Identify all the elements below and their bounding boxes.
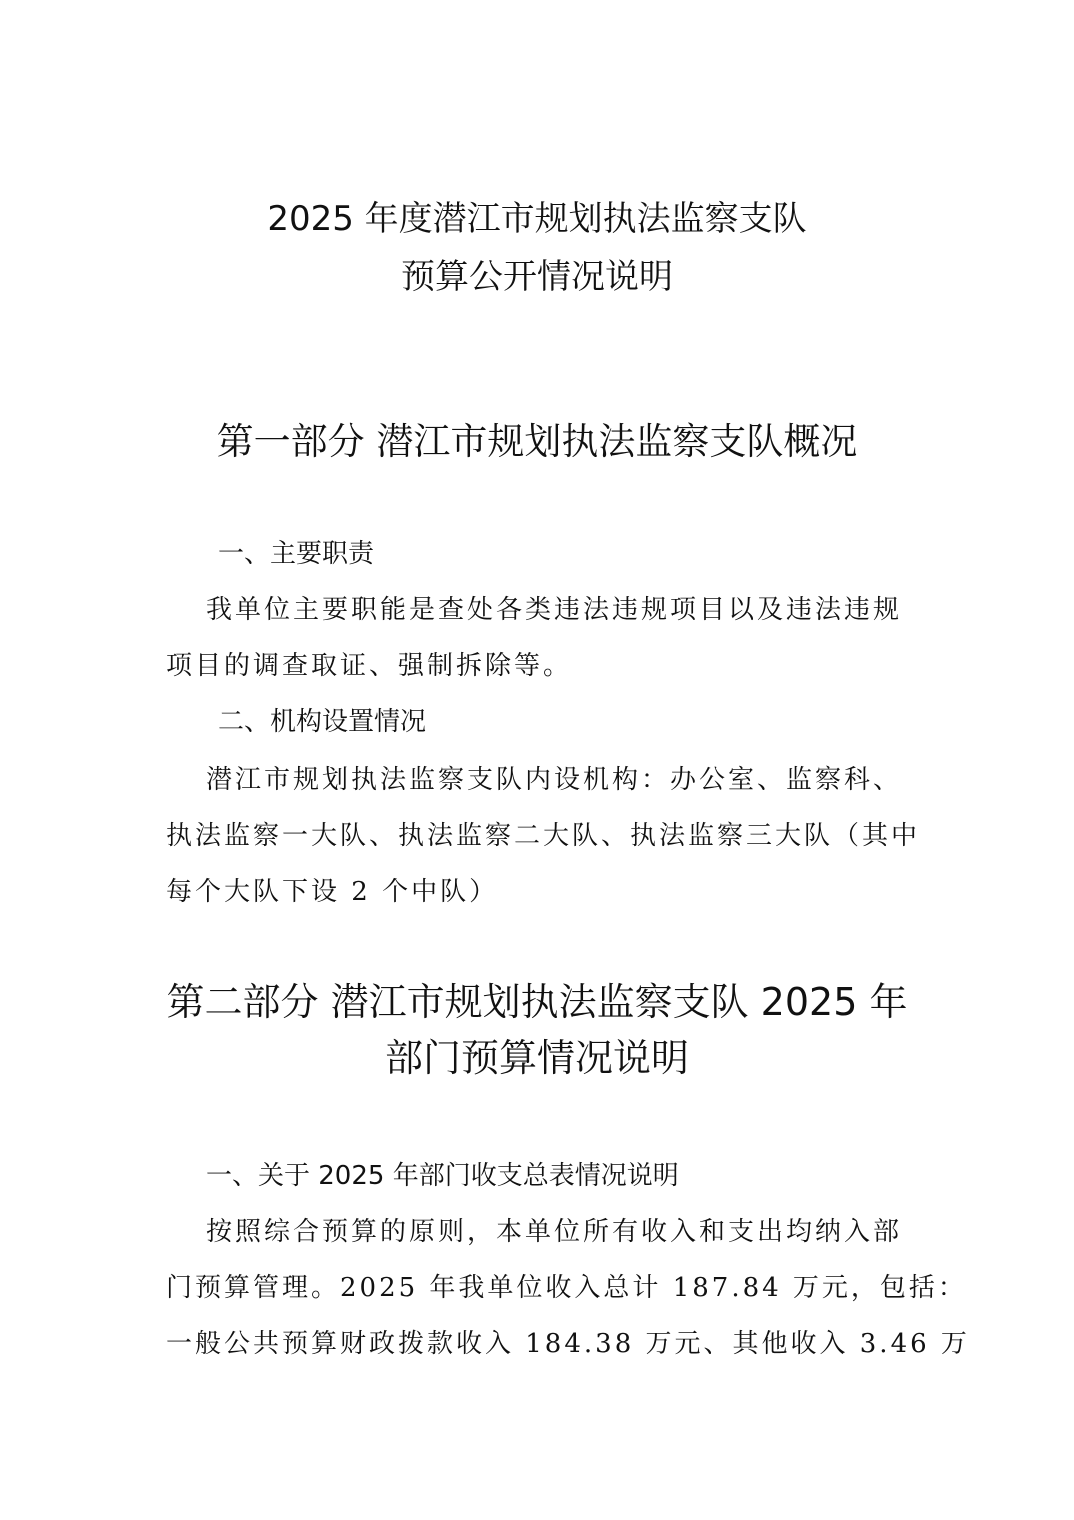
paragraph-line: 我单位主要职能是查处各类违法违规项目以及违法违规 [206,595,903,625]
paragraph-line: 项目的调查取证、强制拆除等。 [166,651,573,681]
part2-heading-line-2: 部门预算情况说明 [384,1036,689,1080]
part2-section1-heading: 一、关于 2025 年部门收支总表情况说明 [206,1161,679,1191]
paragraph-line: 一般公共预算财政拨款收入 184.38 万元、其他收入 3.46 万 [166,1329,970,1359]
part1-section1-body [166,582,912,694]
part2-heading-line-1: 第二部分 潜江市规划执法监察支队 2025 年 [166,980,908,1024]
paragraph-line: 潜江市规划执法监察支队内设机构：办公室、监察科、 [206,765,903,795]
paragraph-line: 按照综合预算的原则，本单位所有收入和支出均纳入部 [206,1217,903,1247]
part1-section2-body [166,752,921,920]
part1-section2-heading: 二、机构设置情况 [218,707,427,737]
part1-section1-heading: 一、主要职责 [218,539,375,569]
paragraph-line: 每个大队下设 2 个中队） [166,877,499,907]
title-line-1: 2025 年度潜江市规划执法监察支队 [267,199,807,239]
paragraph-line: 门预算管理。2025 年我单位收入总计 187.84 万元，包括： [166,1273,967,1303]
part2-heading [120,974,954,1086]
title-line-2: 预算公开情况说明 [401,257,673,297]
part2-section1-body [166,1204,970,1372]
document-title [120,190,954,306]
paragraph-line: 执法监察一大队、执法监察二大队、执法监察三大队（其中 [166,821,921,851]
part1-heading: 第一部分 潜江市规划执法监察支队概况 [216,420,858,463]
